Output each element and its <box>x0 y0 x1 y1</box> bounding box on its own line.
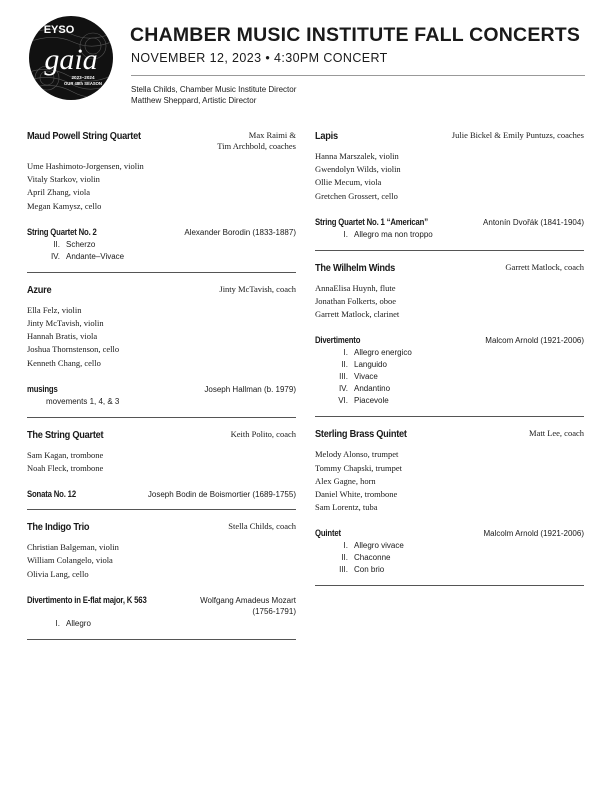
composer <box>485 335 584 346</box>
member-name: Daniel White, trombone <box>315 489 398 500</box>
movement <box>315 347 584 359</box>
movement-list <box>27 239 296 263</box>
coach-line: Stella Childs, coach <box>228 521 296 532</box>
piece-block <box>27 384 296 408</box>
movement-number: IV. <box>338 384 348 394</box>
concert-date-time: NOVEMBER 12, 2023 • 4:30PM CONCERT <box>131 51 388 65</box>
composer <box>148 489 296 500</box>
ensemble-block <box>27 284 296 418</box>
ensemble-block <box>27 429 296 510</box>
movement-number: I. <box>55 618 60 628</box>
ensemble-name: Maud Powell String Quartet <box>27 130 141 142</box>
movement-name: Andantino <box>354 384 391 394</box>
member-name: Vitaly Starkov, violin <box>27 174 100 185</box>
member-name: Melody Alonso, trumpet <box>315 449 399 460</box>
movement <box>315 359 584 371</box>
section-divider <box>27 639 296 640</box>
movement <box>315 395 584 407</box>
ensemble-header <box>315 428 584 440</box>
ensemble-header <box>315 262 584 274</box>
movement-name: Scherzo <box>66 239 96 249</box>
coach-line: Julie Bickel & Emily Puntuzs, coaches <box>451 130 584 140</box>
movement <box>315 552 584 564</box>
movement-name: Allegro vivace <box>354 541 404 551</box>
piece-block <box>27 489 296 500</box>
member-list <box>27 541 296 581</box>
ensemble-header <box>315 130 584 142</box>
composer-line: Alexander Borodin (1833-1887) <box>184 227 296 237</box>
member-name: Hannah Bratis, viola <box>27 331 98 342</box>
ensemble-header <box>27 429 296 441</box>
ensemble-name: Sterling Brass Quintet <box>315 428 407 441</box>
right-column <box>315 130 584 597</box>
movement-name: Allegro energico <box>354 348 412 358</box>
member-name: Kenneth Chang, cello <box>27 357 101 368</box>
ensemble-coach <box>217 130 296 152</box>
ensemble-name: The Wilhelm Winds <box>315 261 396 274</box>
movement-list <box>27 396 296 408</box>
member-name: Noah Fleck, trombone <box>27 463 104 474</box>
movement <box>315 371 584 383</box>
eyso-gaia-logo <box>29 16 113 100</box>
movement-name: Allegro ma non troppo <box>354 229 433 239</box>
movement-name: Con brio <box>354 565 385 575</box>
section-divider <box>315 585 584 586</box>
movement-number: I. <box>343 229 348 239</box>
ensemble-name: Azure <box>27 283 52 296</box>
movement-name: Vivace <box>354 372 378 382</box>
member-name: Megan Kamysz, cello <box>27 200 102 211</box>
member-list <box>315 448 584 514</box>
section-divider <box>27 272 296 273</box>
section-divider <box>27 417 296 418</box>
member-name: Olivia Lang, cello <box>27 568 89 579</box>
coach-line: Garrett Matlock, coach <box>505 261 584 272</box>
piece-header <box>315 528 584 539</box>
member-name: Ume Hashimoto-Jorgensen, violin <box>27 161 144 171</box>
movement-number: III. <box>339 372 348 382</box>
piece-block <box>315 335 584 407</box>
member-list <box>27 304 296 370</box>
piece-header <box>315 335 584 346</box>
member-name: April Zhang, viola <box>27 187 91 198</box>
member-name: Ella Felz, violin <box>27 304 82 315</box>
movement-name: Piacevole <box>354 396 389 406</box>
piece-header <box>27 595 296 617</box>
movement <box>27 239 296 251</box>
ensemble-header <box>27 284 296 296</box>
composer-line: (1756-1791) <box>252 606 296 616</box>
ensemble-coach <box>529 428 584 439</box>
ensemble-coach <box>228 521 296 532</box>
ensemble-name: The Indigo Trio <box>27 521 90 534</box>
member-name: Joshua Thornstenson, cello <box>27 344 120 355</box>
ensemble-block <box>315 130 584 251</box>
composer <box>200 595 296 617</box>
composer-line: Malcolm Arnold (1921-2006) <box>483 529 584 539</box>
ensemble-header <box>27 130 296 152</box>
piece-header <box>315 217 584 228</box>
ensemble-block <box>27 521 296 640</box>
ensemble-coach <box>219 284 296 295</box>
logo-season-years: 2023–2024 <box>71 75 95 80</box>
piece-block <box>315 528 584 576</box>
member-name: Gwendolyn Wilds, violin <box>315 164 401 175</box>
member-name: Christian Balgeman, violin <box>27 542 119 553</box>
coach-line: Keith Polito, coach <box>230 428 296 439</box>
composer-line: Antonín Dvořák (1841-1904) <box>483 217 584 227</box>
member-list <box>315 282 584 322</box>
piece-header <box>27 489 296 500</box>
composer <box>484 528 585 539</box>
composer-line: Wolfgang Amadeus Mozart <box>200 595 296 605</box>
piece-title: Divertimento <box>315 335 361 346</box>
movement <box>315 383 584 395</box>
page-title: CHAMBER MUSIC INSTITUTE FALL CONCERTS <box>130 24 581 46</box>
section-divider <box>315 416 584 417</box>
movement-name: Chaconne <box>354 553 391 563</box>
movement-number: II. <box>341 553 348 563</box>
movement <box>315 540 584 552</box>
left-column <box>27 130 296 651</box>
movement-list <box>315 540 584 576</box>
member-name: AnnaElisa Huynh, flute <box>315 282 396 293</box>
movement <box>27 251 296 263</box>
member-name: William Colangelo, viola <box>27 555 113 566</box>
movement-number: I. <box>343 541 348 551</box>
movement <box>315 564 584 576</box>
movement-number: I. <box>343 348 348 358</box>
composer <box>184 227 296 238</box>
piece-block <box>315 217 584 241</box>
member-list <box>315 150 584 203</box>
composer-line: Joseph Hallman (b. 1979) <box>204 384 296 394</box>
piece-block <box>27 595 296 630</box>
composer <box>483 217 584 228</box>
piece-title: String Quartet No. 2 <box>27 226 97 237</box>
piece-header <box>27 384 296 395</box>
ensemble-block <box>315 262 584 418</box>
section-divider <box>27 509 296 510</box>
movement-number: III. <box>339 565 348 575</box>
movement-number: IV. <box>50 251 60 261</box>
ensemble-coach <box>231 429 296 440</box>
piece-title: Quintet <box>315 528 341 539</box>
member-list <box>27 160 296 213</box>
logo-season-text: OUR 48th SEASON <box>64 81 102 86</box>
movement <box>315 229 584 241</box>
staff-list <box>131 84 296 106</box>
ensemble-block <box>315 428 584 586</box>
composer-line: Malcom Arnold (1921-2006) <box>485 336 584 346</box>
coach-line: Matt Lee, coach <box>529 428 584 439</box>
member-list <box>27 449 296 475</box>
member-name: Jinty McTavish, violin <box>27 318 104 329</box>
movement-name: movements 1, 4, & 3 <box>46 396 120 406</box>
header-divider <box>131 75 585 76</box>
ensemble-coach <box>505 262 584 273</box>
member-name: Sam Kagan, trombone <box>27 449 104 460</box>
piece-block <box>27 227 296 263</box>
staff-line: Matthew Sheppard, Artistic Director <box>131 96 257 105</box>
member-name: Gretchen Grossert, cello <box>315 190 398 201</box>
movement-name: Languido <box>354 360 387 370</box>
composer-line: Joseph Bodin de Boismortier (1689-1755) <box>147 490 296 500</box>
coach-line: Jinty McTavish, coach <box>219 283 296 294</box>
movement <box>27 618 296 630</box>
piece-title: Divertimento in E-flat major, K 563 <box>27 594 147 605</box>
member-name: Sam Lorentz, tuba <box>315 502 378 513</box>
section-divider <box>315 250 584 251</box>
ensemble-block <box>27 130 296 273</box>
ensemble-name: The String Quartet <box>27 428 104 441</box>
logo-top-text: EYSO <box>43 24 75 36</box>
ensemble-name: Lapis <box>315 130 338 142</box>
ensemble-header <box>27 521 296 533</box>
composer <box>204 384 296 395</box>
ensemble-coach <box>452 130 584 141</box>
movement <box>27 396 296 408</box>
coach-line: Tim Archbold, coaches <box>217 141 296 151</box>
movement-name: Allegro <box>66 618 91 628</box>
movement-list <box>27 618 296 630</box>
piece-header <box>27 227 296 238</box>
movement-number: II. <box>341 360 348 370</box>
member-name: Garrett Matlock, clarinet <box>315 309 400 320</box>
member-name: Tommy Chapski, trumpet <box>315 462 402 473</box>
movement-name: Andante–Vivace <box>66 251 125 261</box>
staff-line: Stella Childs, Chamber Music Institute Director <box>131 85 297 94</box>
logo-main-text: gaia <box>44 43 98 76</box>
member-name: Alex Gagne, horn <box>315 475 376 486</box>
piece-title: musings <box>27 383 58 394</box>
piece-title: Sonata No. 12 <box>27 489 76 500</box>
movement-number: VI. <box>338 396 348 406</box>
movement-list <box>315 229 584 241</box>
coach-line: Max Raimi & <box>248 130 296 140</box>
movement-list <box>315 347 584 407</box>
movement-number: II. <box>53 239 60 249</box>
member-name: Ollie Mecum, viola <box>315 177 382 188</box>
member-name: Jonathan Folkerts, oboe <box>315 296 396 307</box>
member-name: Hanna Marszalek, violin <box>315 151 399 161</box>
piece-title: String Quartet No. 1 “American” <box>315 216 428 227</box>
